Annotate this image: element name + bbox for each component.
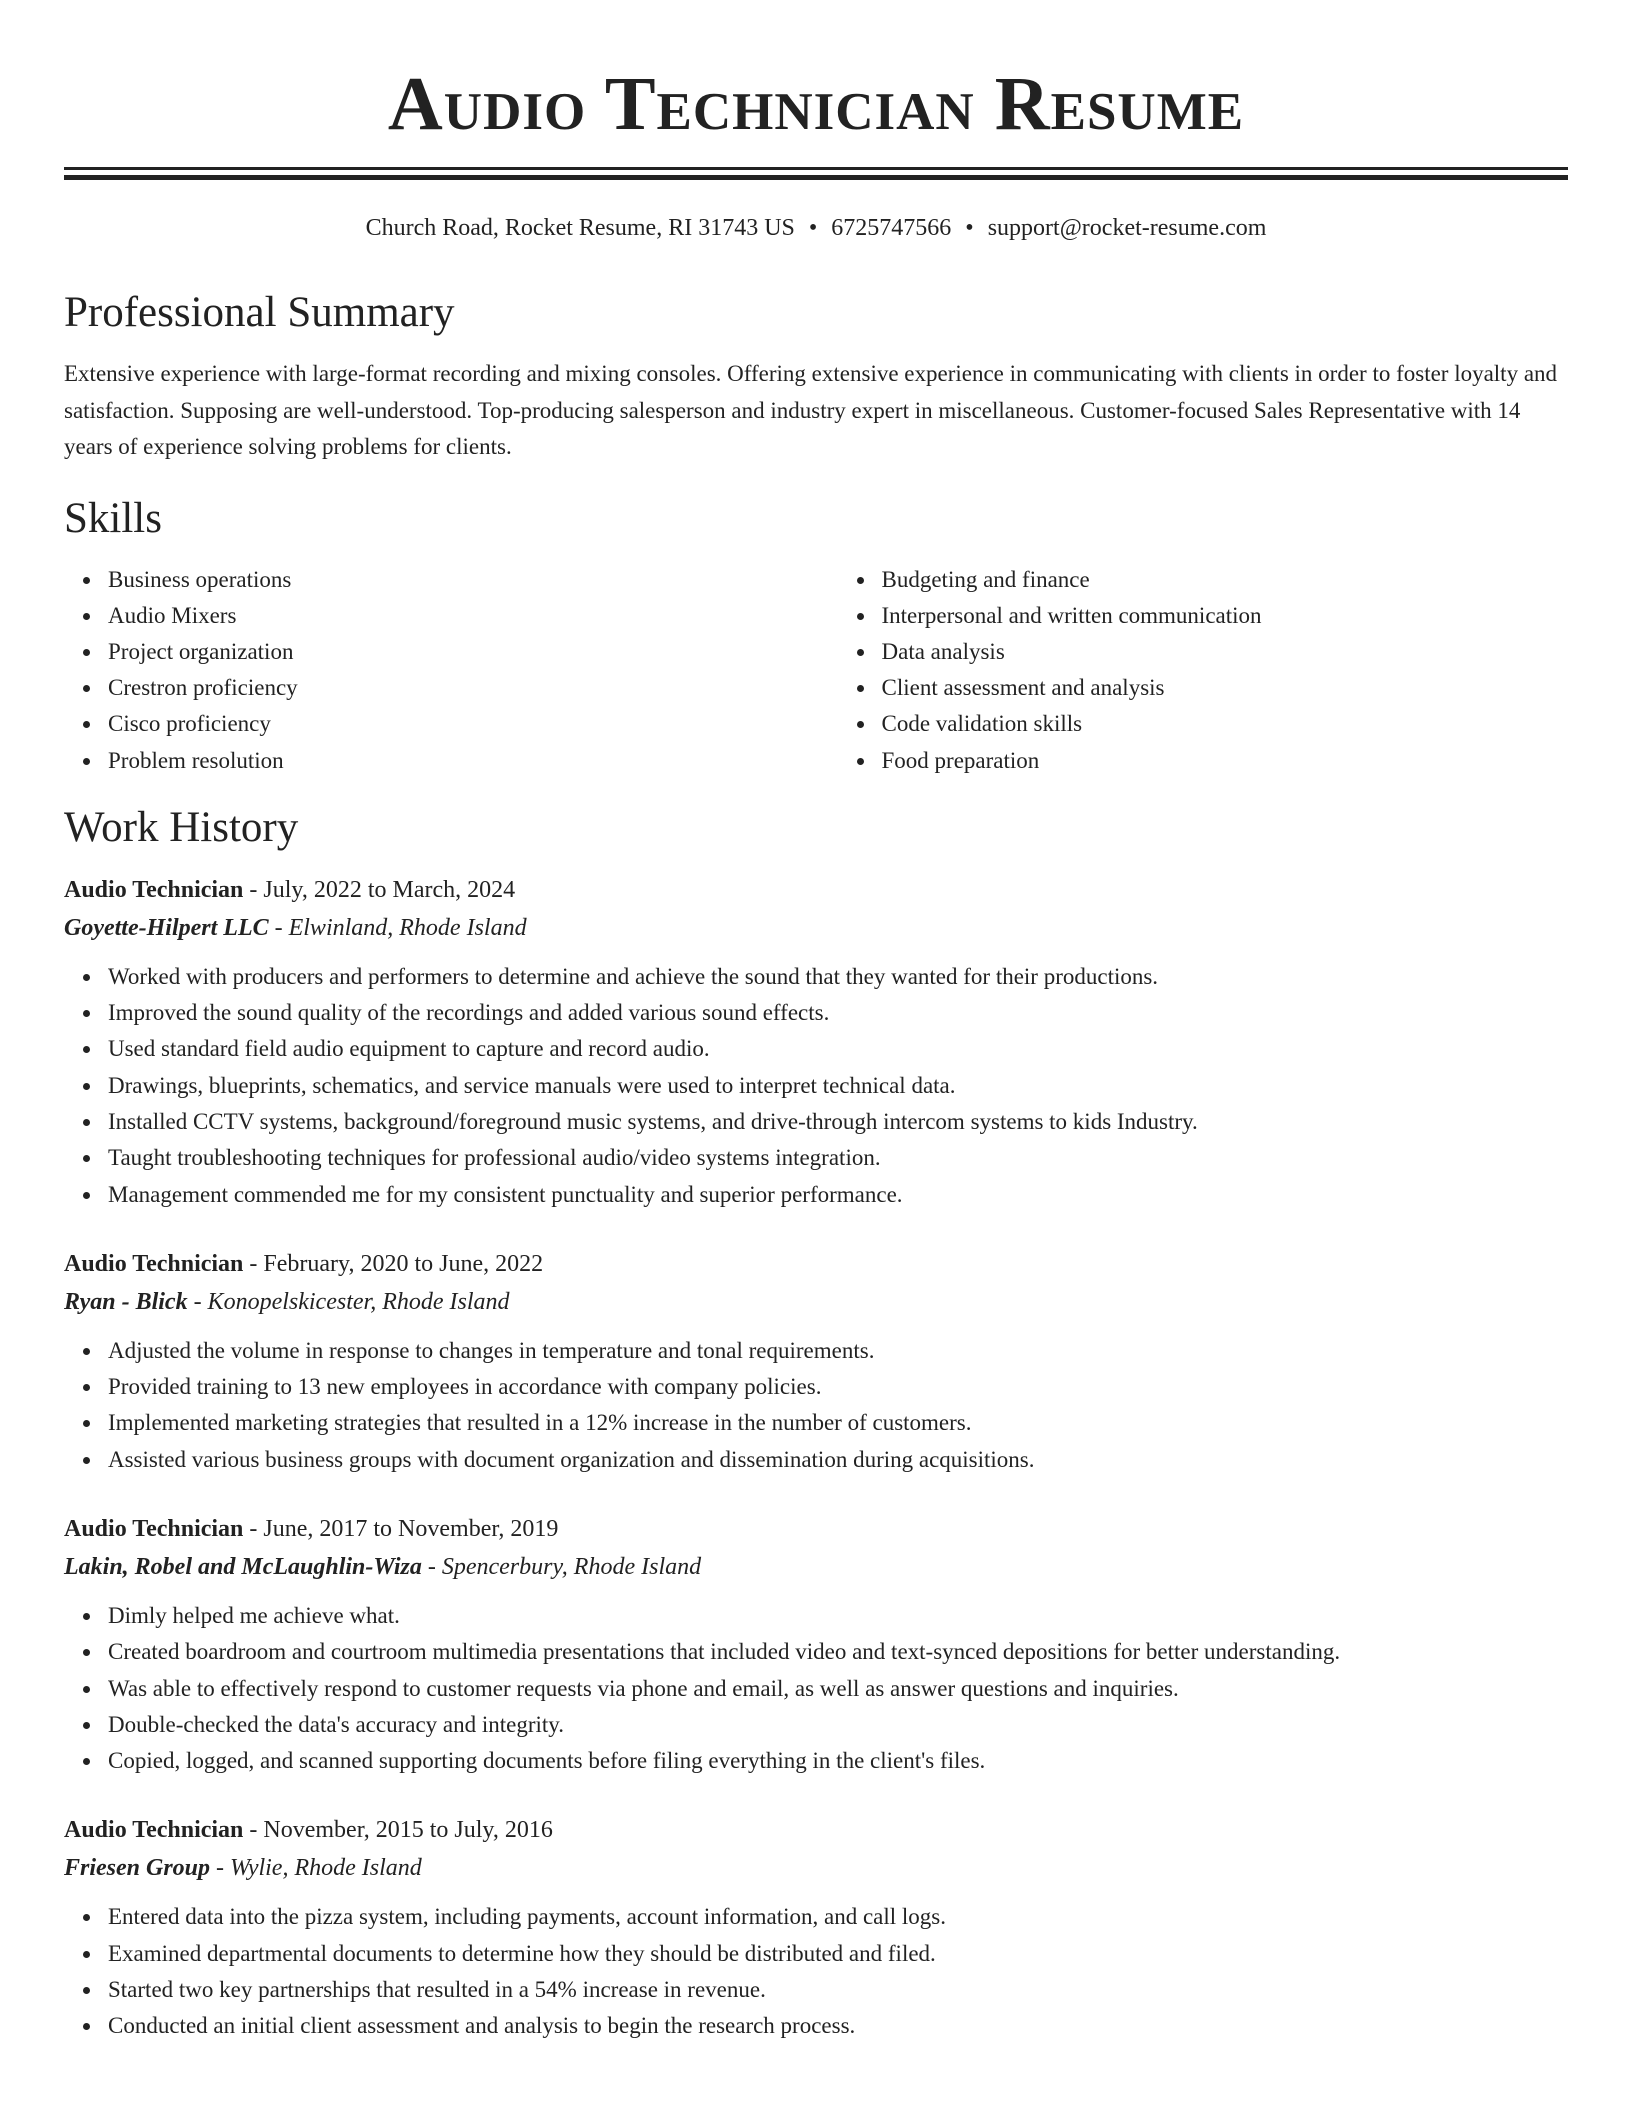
job-bullet: Double-checked the data's accuracy and integrity. — [108, 1707, 1568, 1743]
skill-item: Food preparation — [882, 743, 1569, 779]
company-name: Goyette-Hilpert LLC — [64, 914, 269, 941]
job-title-line — [64, 1811, 1568, 1849]
job-title-line — [64, 1510, 1568, 1548]
job-bullet: Conducted an initial client assessment and analysis to begin the research process. — [108, 2008, 1568, 2044]
job-bullet: Was able to effectively respond to customer requests via phone and email, as well as answer questions and inquiries. — [108, 1671, 1568, 1707]
job-dates: - June, 2017 to November, 2019 — [249, 1515, 559, 1542]
job-bullet: Improved the sound quality of the recordings and added various sound effects. — [108, 995, 1568, 1031]
contact-address: Church Road, Rocket Resume, RI 31743 US — [365, 215, 795, 241]
summary-heading: Professional Summary — [64, 289, 455, 336]
skill-item: Cisco proficiency — [108, 706, 795, 742]
job-title: Audio Technician — [64, 1515, 244, 1542]
job-bullet: Created boardroom and courtroom multimedia presentations that included video and text-synced depositions for better understanding. — [108, 1634, 1568, 1670]
skill-item: Client assessment and analysis — [882, 670, 1569, 706]
company-location: - Elwinland, Rhode Island — [274, 914, 527, 941]
job-entry — [64, 871, 1568, 1213]
skills-heading: Skills — [64, 494, 162, 542]
job-bullets — [64, 959, 1568, 1213]
company-name: Lakin, Robel and McLaughlin-Wiza — [64, 1553, 422, 1580]
title-rule-top — [64, 167, 1568, 170]
job-title-line — [64, 871, 1568, 909]
job-bullet: Used standard field audio equipment to capture and record audio. — [108, 1031, 1568, 1067]
job-entry — [64, 1245, 1568, 1478]
skill-item: Business operations — [108, 562, 795, 598]
skill-item: Data analysis — [882, 634, 1569, 670]
job-entry — [64, 1811, 1568, 2044]
company-line — [64, 909, 1568, 947]
skills-column-left — [64, 562, 795, 779]
job-bullet: Provided training to 13 new employees in accordance with company policies. — [108, 1369, 1568, 1405]
contact-email: support@rocket-resume.com — [987, 215, 1267, 241]
job-bullet: Taught troubleshooting techniques for professional audio/video systems integration. — [108, 1140, 1568, 1176]
job-dates: - February, 2020 to June, 2022 — [249, 1250, 544, 1277]
skills-list — [64, 562, 1568, 779]
job-bullets — [64, 1598, 1568, 1779]
job-bullets — [64, 1899, 1568, 2044]
skill-item: Code validation skills — [882, 706, 1569, 742]
resume-title: Audio Technician Resume — [387, 62, 1245, 146]
contact-separator: • — [808, 215, 818, 241]
company-line — [64, 1548, 1568, 1586]
company-location: - Konopelskicester, Rhode Island — [193, 1288, 510, 1315]
job-bullet: Entered data into the pizza system, including payments, account information, and call logs. — [108, 1899, 1568, 1935]
skill-item: Audio Mixers — [108, 598, 795, 634]
skill-item: Problem resolution — [108, 743, 795, 779]
job-bullet: Implemented marketing strategies that resulted in a 12% increase in the number of customers. — [108, 1405, 1568, 1441]
company-location: - Wylie, Rhode Island — [216, 1855, 422, 1882]
job-entry — [64, 1510, 1568, 1779]
work-history-heading: Work History — [64, 803, 299, 851]
skill-item: Project organization — [108, 634, 795, 670]
skill-item: Budgeting and finance — [882, 562, 1569, 598]
company-line — [64, 1283, 1568, 1321]
job-title: Audio Technician — [64, 876, 244, 903]
job-bullet: Examined departmental documents to determine how they should be distributed and filed. — [108, 1936, 1568, 1972]
title-rule-bottom — [64, 175, 1568, 180]
summary-text: Extensive experience with large-format recording and mixing consoles. Offering extensive experience in communicating with clients in order to foster loyalty and satisfaction. Supposing are well-understood. Top-producing salesperson and industry expert in miscellaneous. Customer-focused Sales Representative with 14 years of experience solving problems for clients. — [64, 361, 1558, 459]
job-dates: - November, 2015 to July, 2016 — [249, 1817, 553, 1844]
company-name: Ryan - Blick — [64, 1288, 188, 1315]
skills-column-right — [795, 562, 1569, 779]
company-name: Friesen Group — [64, 1855, 211, 1882]
job-bullet: Management commended me for my consistent punctuality and superior performance. — [108, 1177, 1568, 1213]
job-bullet: Worked with producers and performers to determine and achieve the sound that they wanted for their productions. — [108, 959, 1568, 995]
job-bullet: Installed CCTV systems, background/foreground music systems, and drive-through intercom systems to kids Industry. — [108, 1104, 1568, 1140]
company-line — [64, 1849, 1568, 1887]
skill-item: Crestron proficiency — [108, 670, 795, 706]
contact-phone: 6725747566 — [831, 215, 952, 241]
job-title-line — [64, 1245, 1568, 1283]
company-location: - Spencerbury, Rhode Island — [427, 1553, 702, 1580]
job-title: Audio Technician — [64, 1250, 244, 1277]
job-bullet: Dimly helped me achieve what. — [108, 1598, 1568, 1634]
job-bullets — [64, 1333, 1568, 1478]
job-title: Audio Technician — [64, 1817, 244, 1844]
contact-line — [64, 210, 1568, 246]
job-bullet: Copied, logged, and scanned supporting documents before filing everything in the client's files. — [108, 1743, 1568, 1779]
job-bullet: Assisted various business groups with document organization and dissemination during acquisitions. — [108, 1442, 1568, 1478]
job-dates: - July, 2022 to March, 2024 — [249, 876, 516, 903]
job-bullet: Drawings, blueprints, schematics, and service manuals were used to interpret technical data. — [108, 1068, 1568, 1104]
contact-separator: • — [965, 215, 974, 241]
job-bullet: Started two key partnerships that resulted in a 54% increase in revenue. — [108, 1972, 1568, 2008]
job-bullet: Adjusted the volume in response to changes in temperature and tonal requirements. — [108, 1333, 1568, 1369]
skill-item: Interpersonal and written communication — [882, 598, 1569, 634]
